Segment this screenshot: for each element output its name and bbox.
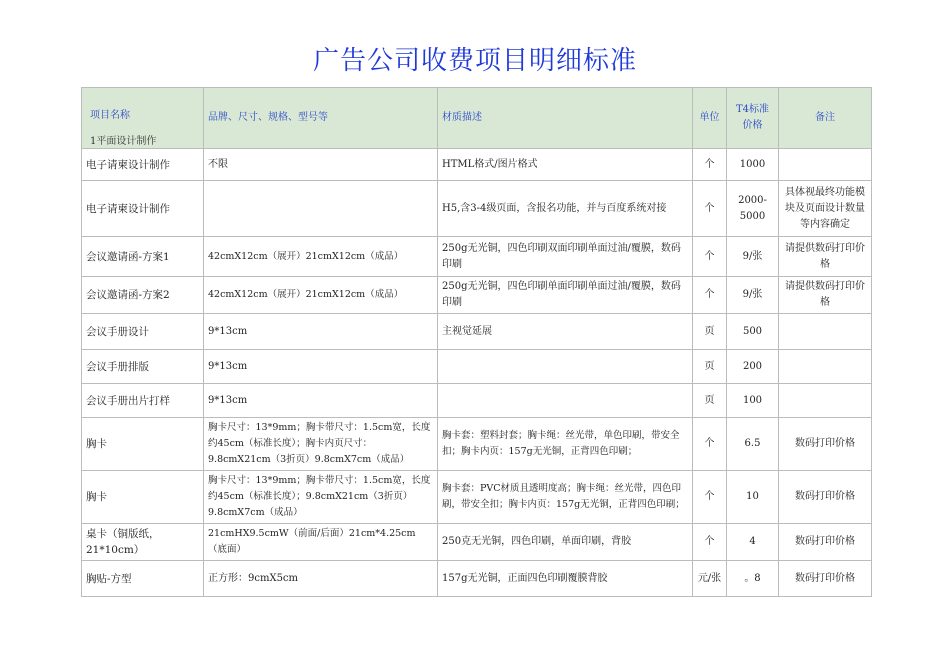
item-note (779, 314, 872, 350)
item-note: 数码打印价格 (779, 471, 872, 524)
item-material: H5,含3-4级页面，含报名功能，并与百度系统对接 (438, 181, 693, 237)
item-note: 具体视最终功能模块及页面设计数量等内容确定 (779, 181, 872, 237)
item-note (779, 350, 872, 384)
fee-table (81, 87, 872, 597)
item-unit: 页 (693, 384, 727, 418)
header-spec: 品牌、尺寸、规格、型号等 (204, 88, 438, 149)
item-note (779, 384, 872, 418)
item-note (779, 149, 872, 181)
table-row (82, 418, 872, 471)
item-unit: 个 (693, 471, 727, 524)
table-row (82, 384, 872, 418)
item-spec: 9*13cm (204, 384, 438, 418)
table-row (82, 524, 872, 561)
item-material: 胸卡套：塑料封套；胸卡绳：丝光带，单色印刷，带安全扣；胸卡内页：157g无光铜，正背四色印刷； (438, 418, 693, 471)
item-spec: 正方形：9cmX5cm (204, 561, 438, 597)
item-price: 100 (727, 384, 779, 418)
item-spec: 不限 (204, 149, 438, 181)
table-row (82, 561, 872, 597)
item-name: 会议手册排版 (82, 350, 204, 384)
item-name: 会议手册出片打样 (82, 384, 204, 418)
table-row (82, 471, 872, 524)
item-price: 1000 (727, 149, 779, 181)
item-price: 9/张 (727, 237, 779, 277)
header-note: 备注 (779, 88, 872, 149)
table-row (82, 237, 872, 277)
item-unit: 个 (693, 181, 727, 237)
table-row (82, 314, 872, 350)
item-spec: 胸卡尺寸：13*9mm；胸卡带尺寸：1.5cm宽，长度约45cm（标准长度）；9.8cmX21cm（3折页）9.8cmX7cm（成品） (204, 471, 438, 524)
item-price: 200 (727, 350, 779, 384)
item-note: 请提供数码打印价格 (779, 237, 872, 277)
item-note: 数码打印价格 (779, 561, 872, 597)
item-price: 6.5 (727, 418, 779, 471)
item-unit: 页 (693, 314, 727, 350)
item-unit: 个 (693, 524, 727, 561)
item-price: 4 (727, 524, 779, 561)
table-header-row (82, 88, 872, 149)
header-name: 项目名称 (90, 110, 130, 121)
item-spec: 42cmX12cm（展开）21cmX12cm（成品） (204, 277, 438, 314)
item-material (438, 350, 693, 384)
table-row (82, 149, 872, 181)
item-spec: 9*13cm (204, 314, 438, 350)
item-note: 请提供数码打印价格 (779, 277, 872, 314)
table-row (82, 277, 872, 314)
table-row (82, 181, 872, 237)
item-unit: 个 (693, 418, 727, 471)
item-name: 会议邀请函-方案2 (82, 277, 204, 314)
item-price: 2000-5000 (727, 181, 779, 237)
item-note: 数码打印价格 (779, 524, 872, 561)
section-label: 1平面设计制作 (90, 136, 157, 147)
item-material: HTML格式/图片格式 (438, 149, 693, 181)
item-note: 数码打印价格 (779, 418, 872, 471)
item-material: 主视觉延展 (438, 314, 693, 350)
item-name: 会议手册设计 (82, 314, 204, 350)
item-unit: 个 (693, 237, 727, 277)
item-price: 500 (727, 314, 779, 350)
item-material: 157g无光铜，正面四色印刷覆膜背胶 (438, 561, 693, 597)
item-price: 10 (727, 471, 779, 524)
item-price: 。8 (727, 561, 779, 597)
item-material: 250g无光铜，四色印刷单面印刷单面过油/覆膜，数码印刷 (438, 277, 693, 314)
header-price: T4标准价格 (727, 88, 779, 149)
table-row (82, 350, 872, 384)
item-name: 胸卡 (82, 471, 204, 524)
item-name: 胸卡 (82, 418, 204, 471)
item-spec: 9*13cm (204, 350, 438, 384)
item-price: 9/张 (727, 277, 779, 314)
item-name: 会议邀请函-方案1 (82, 237, 204, 277)
item-unit: 个 (693, 277, 727, 314)
header-unit: 单位 (693, 88, 727, 149)
item-unit: 元/张 (693, 561, 727, 597)
item-spec (204, 181, 438, 237)
item-material (438, 384, 693, 418)
item-spec: 胸卡尺寸：13*9mm；胸卡带尺寸：1.5cm宽，长度约45cm（标准长度）；胸卡内页尺寸：9.8cmX21cm（3折页）9.8cmX7cm（成品） (204, 418, 438, 471)
header-material: 材质描述 (438, 88, 693, 149)
item-name: 胸贴-方型 (82, 561, 204, 597)
item-material: 250克无光铜，四色印刷，单面印刷，背胶 (438, 524, 693, 561)
item-name: 电子请柬设计制作 (82, 181, 204, 237)
item-unit: 页 (693, 350, 727, 384)
page-title: 广告公司收费项目明细标准 (312, 46, 637, 76)
item-name: 桌卡（铜版纸，21*10cm） (82, 524, 204, 561)
item-material: 250g无光铜，四色印刷双面印刷单面过油/覆膜，数码印刷 (438, 237, 693, 277)
item-name: 电子请柬设计制作 (82, 149, 204, 181)
item-material: 胸卡套：PVC材质且透明度高；胸卡绳：丝光带，四色印刷，带安全扣；胸卡内页：157g无光铜，正背四色印刷； (438, 471, 693, 524)
item-spec: 42cmX12cm（展开）21cmX12cm（成品） (204, 237, 438, 277)
header-name-cell (82, 88, 204, 149)
item-unit: 个 (693, 149, 727, 181)
item-spec: 21cmHX9.5cmW（前面/后面）21cm*4.25cm（底面） (204, 524, 438, 561)
